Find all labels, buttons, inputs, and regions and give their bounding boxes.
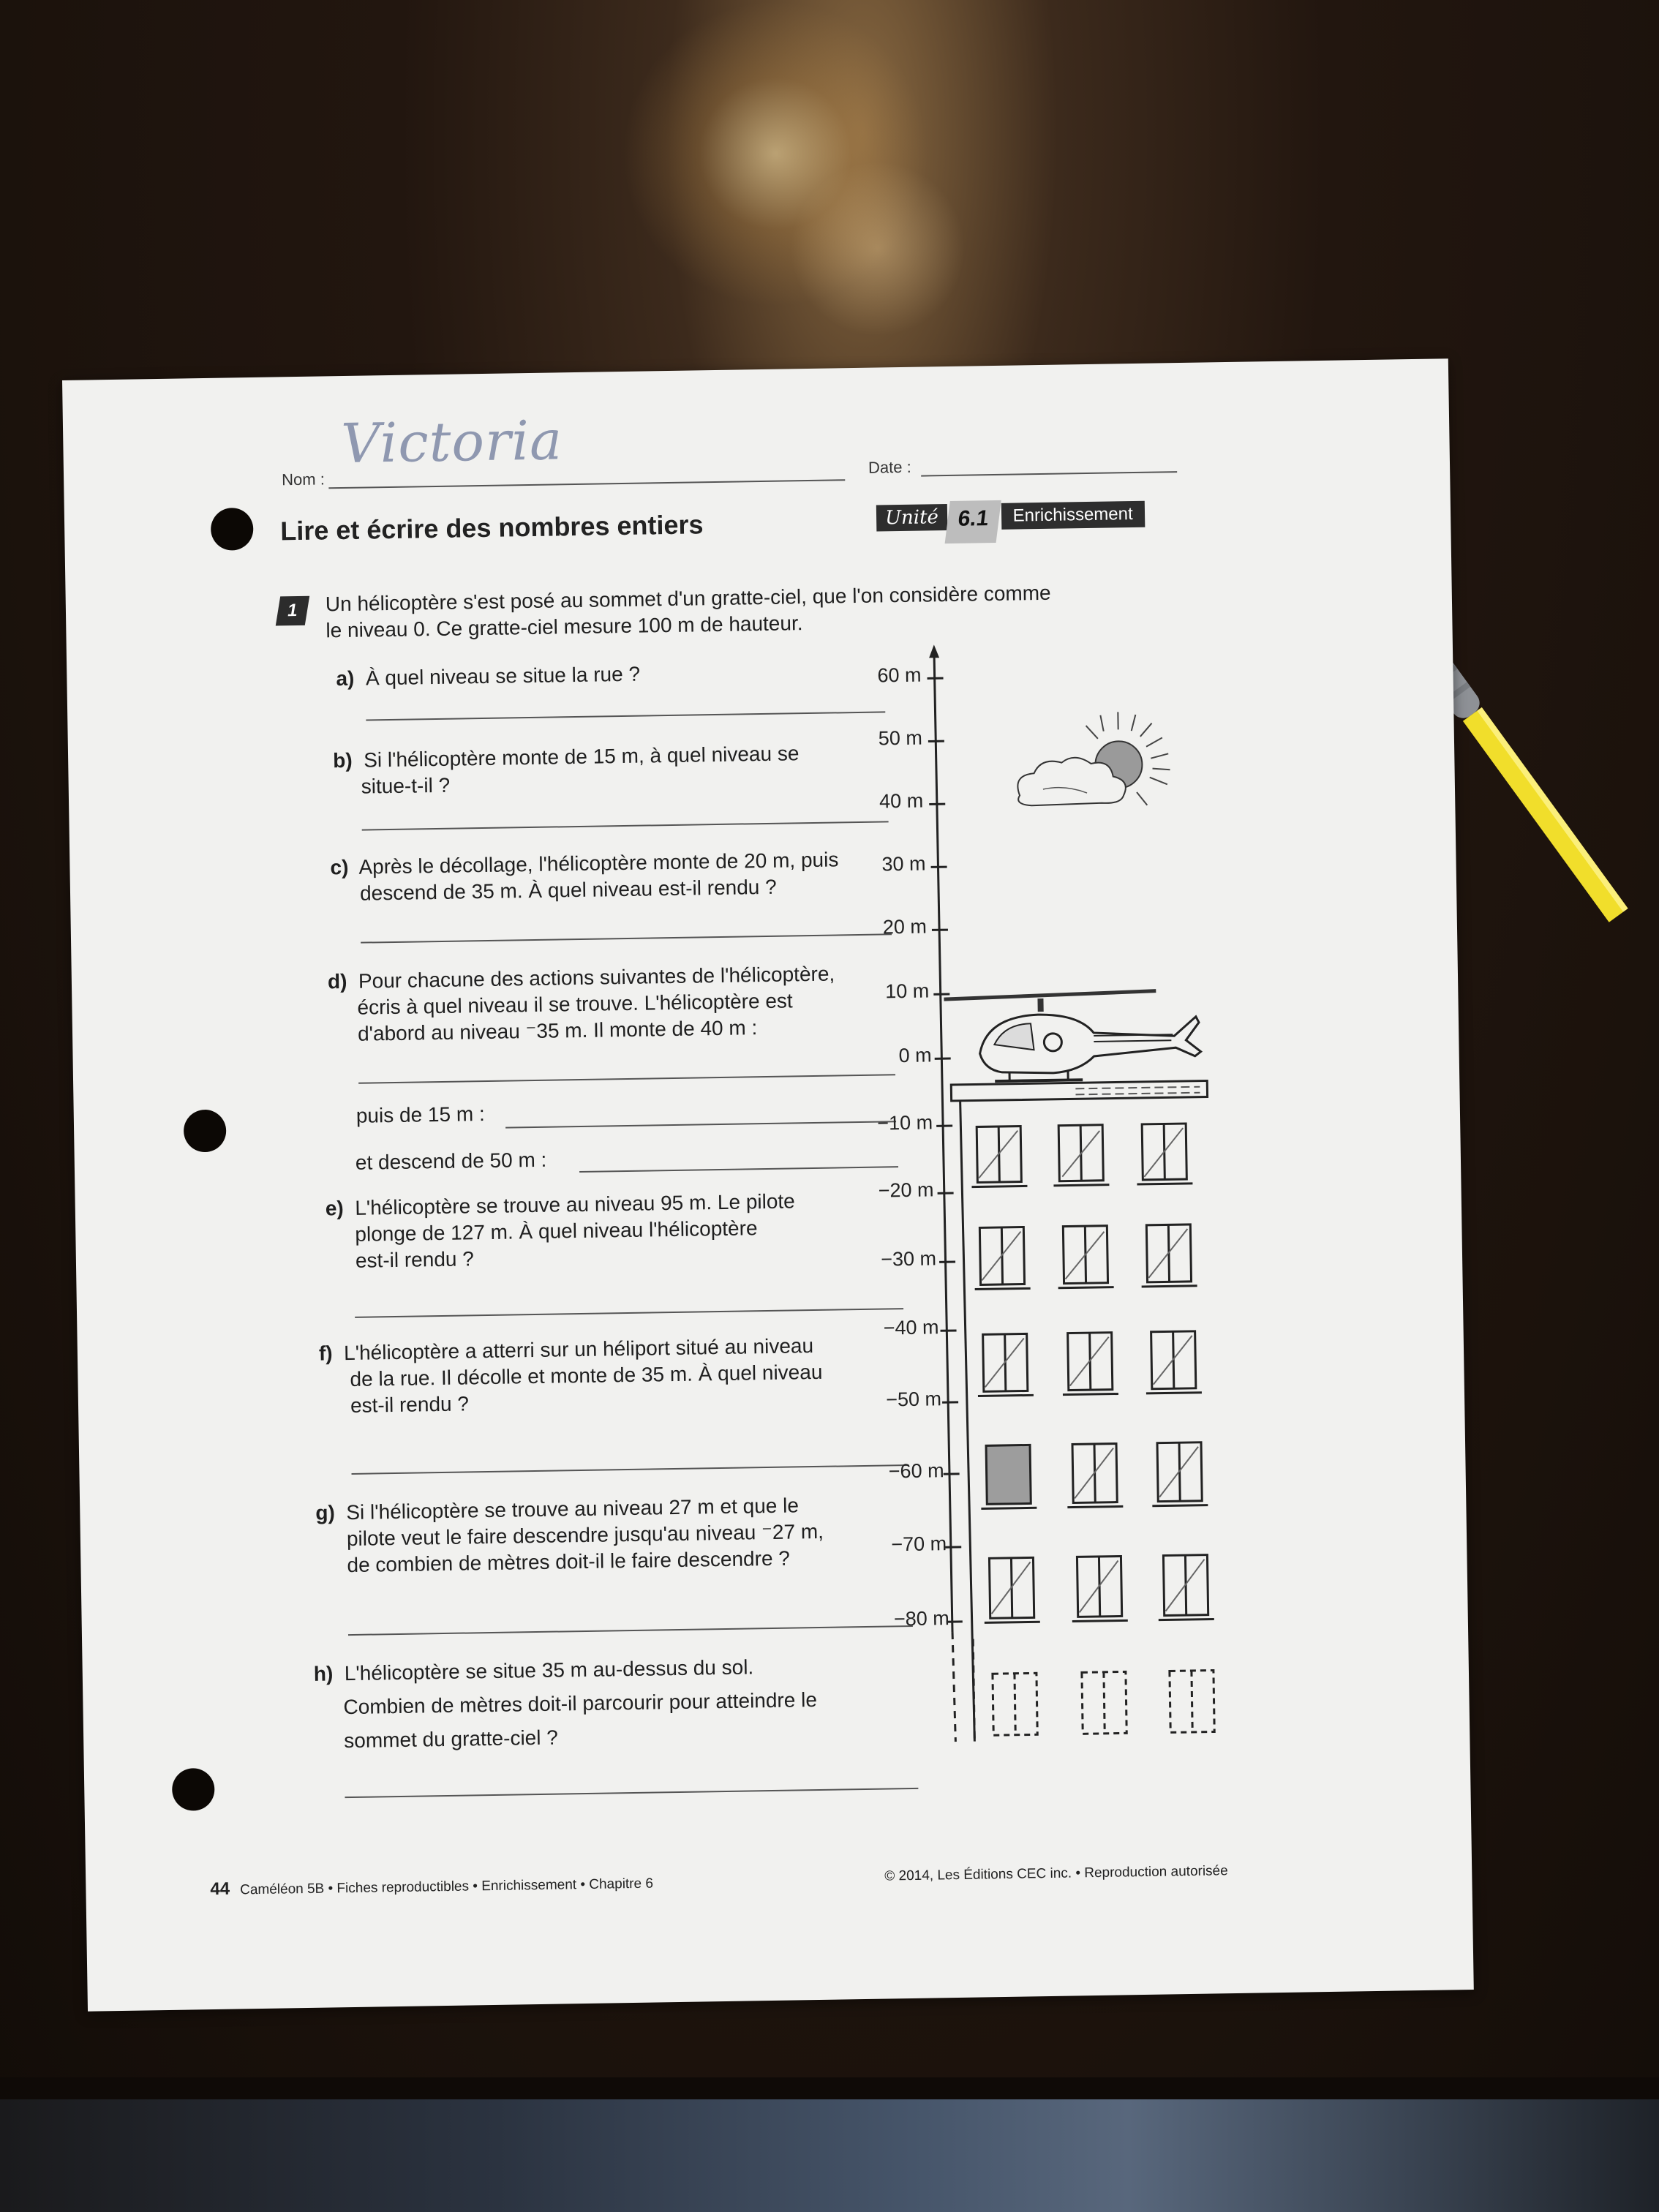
scale-label: −10 m bbox=[877, 1111, 933, 1135]
question-c-line-2: descend de 35 m. À quel niveau est-il rendu ? bbox=[359, 875, 777, 905]
question-d-line-2: écris à quel niveau il se trouve. L'hélicoptère est bbox=[357, 989, 793, 1019]
page-title: Lire et écrire des nombres entiers bbox=[279, 509, 704, 546]
scale-label: 40 m bbox=[879, 789, 924, 813]
building-windows bbox=[971, 1124, 1216, 1736]
handwritten-name: Victoria bbox=[340, 409, 563, 476]
problem-number: 1 bbox=[276, 596, 309, 626]
unit-tag: Enrichissement bbox=[1001, 501, 1145, 530]
question-d: d) Pour chacune des actions suivantes de l'hélicoptère, bbox=[327, 962, 835, 993]
date-label: Date : bbox=[868, 457, 911, 477]
problem-intro-line-1: Un hélicoptère s'est posé au sommet d'un gratte-ciel, que l'on considère comme bbox=[325, 581, 1051, 616]
scale-label: −70 m bbox=[891, 1532, 947, 1556]
problem-intro-line-2: le niveau 0. Ce gratte-ciel mesure 100 m de hauteur. bbox=[326, 612, 803, 642]
page-footer-left: 44 Caméléon 5B • Fiches reproductibles • Enrichissement • Chapitre 6 bbox=[210, 1876, 654, 1900]
question-e-line-3: est-il rendu ? bbox=[355, 1247, 475, 1272]
name-label: Nom : bbox=[281, 470, 326, 489]
question-e: e) L'hélicoptère se trouve au niveau 95 m. Le pilote bbox=[325, 1189, 795, 1220]
date-line bbox=[921, 471, 1177, 476]
answer-line-e[interactable] bbox=[355, 1308, 903, 1318]
scale-label: 10 m bbox=[884, 979, 930, 1003]
answer-line-f[interactable] bbox=[352, 1464, 909, 1475]
question-g: g) Si l'hélicoptère se trouve au niveau 27 m et que le bbox=[315, 1494, 800, 1524]
question-h-line-2: Combien de mètres doit-il parcourir pour atteindre le bbox=[343, 1688, 818, 1719]
light-glare-secondary bbox=[790, 161, 966, 336]
answer-line-g[interactable] bbox=[348, 1625, 913, 1636]
worksheet-page bbox=[62, 358, 1474, 2011]
window-hatching bbox=[978, 1128, 1205, 1614]
scale-label: 30 m bbox=[881, 852, 926, 876]
scale-label: 0 m bbox=[898, 1044, 932, 1067]
question-b: b) Si l'hélicoptère monte de 15 m, à quel niveau se bbox=[332, 742, 800, 772]
scale-label: −50 m bbox=[885, 1388, 942, 1411]
answer-line-h[interactable] bbox=[345, 1788, 918, 1798]
jeans-background bbox=[0, 2099, 1659, 2212]
question-d-sub-2: et descend de 50 m : bbox=[355, 1148, 547, 1174]
scale-label: −80 m bbox=[893, 1607, 949, 1630]
answer-line-d2[interactable] bbox=[505, 1121, 896, 1128]
answer-line-a[interactable] bbox=[366, 711, 885, 721]
unit-badge bbox=[876, 501, 1145, 532]
number-line-illustration bbox=[922, 639, 1350, 1786]
binder-hole-bottom bbox=[172, 1768, 215, 1811]
question-h: h) L'hélicoptère se situe 35 m au-dessus du sol. bbox=[313, 1655, 754, 1685]
question-c: c) Après le décollage, l'hélicoptère monte de 20 m, puis bbox=[330, 848, 839, 879]
unit-word: Unité bbox=[876, 504, 947, 532]
binder-hole-top bbox=[211, 508, 254, 551]
unit-number: 6.1 bbox=[944, 500, 1001, 543]
question-h-line-3: sommet du gratte-ciel ? bbox=[344, 1726, 559, 1753]
scale-label: −20 m bbox=[878, 1178, 934, 1202]
question-b-line-2: situe-t-il ? bbox=[361, 773, 451, 798]
scale-label: −40 m bbox=[883, 1316, 939, 1339]
name-line bbox=[328, 479, 845, 489]
question-d-sub-1: puis de 15 m : bbox=[356, 1102, 485, 1127]
page-footer-right: © 2014, Les Éditions CEC inc. • Reproduction autorisée bbox=[884, 1863, 1228, 1884]
question-e-line-2: plonge de 127 m. À quel niveau l'hélicoptère bbox=[355, 1216, 758, 1246]
question-g-line-3: de combien de mètres doit-il le faire descendre ? bbox=[347, 1546, 791, 1577]
answer-line-b[interactable] bbox=[362, 821, 889, 830]
answer-line-d1[interactable] bbox=[358, 1074, 895, 1084]
scale-label: 60 m bbox=[877, 663, 922, 687]
scale-label: −30 m bbox=[880, 1247, 937, 1271]
binder-hole-middle bbox=[184, 1110, 227, 1153]
question-a: a) À quel niveau se situe la rue ? bbox=[336, 662, 641, 691]
question-g-line-2: pilote veut le faire descendre jusqu'au niveau ⁻27 m, bbox=[346, 1519, 824, 1551]
helicopter-icon bbox=[944, 990, 1201, 1082]
question-f: f) L'hélicoptère a atterri sur un héliport situé au niveau bbox=[318, 1334, 814, 1365]
question-d-line-3: d'abord au niveau ⁻35 m. Il monte de 40 m : bbox=[357, 1016, 758, 1045]
scale-label: 20 m bbox=[882, 915, 928, 938]
scale-label: −60 m bbox=[888, 1459, 944, 1483]
answer-line-d3[interactable] bbox=[579, 1166, 898, 1173]
scale-label: 50 m bbox=[878, 726, 923, 750]
answer-line-c[interactable] bbox=[361, 933, 892, 943]
question-f-line-3: est-il rendu ? bbox=[350, 1392, 470, 1417]
question-f-line-2: de la rue. Il décolle et monte de 35 m. À quel niveau bbox=[350, 1360, 823, 1391]
